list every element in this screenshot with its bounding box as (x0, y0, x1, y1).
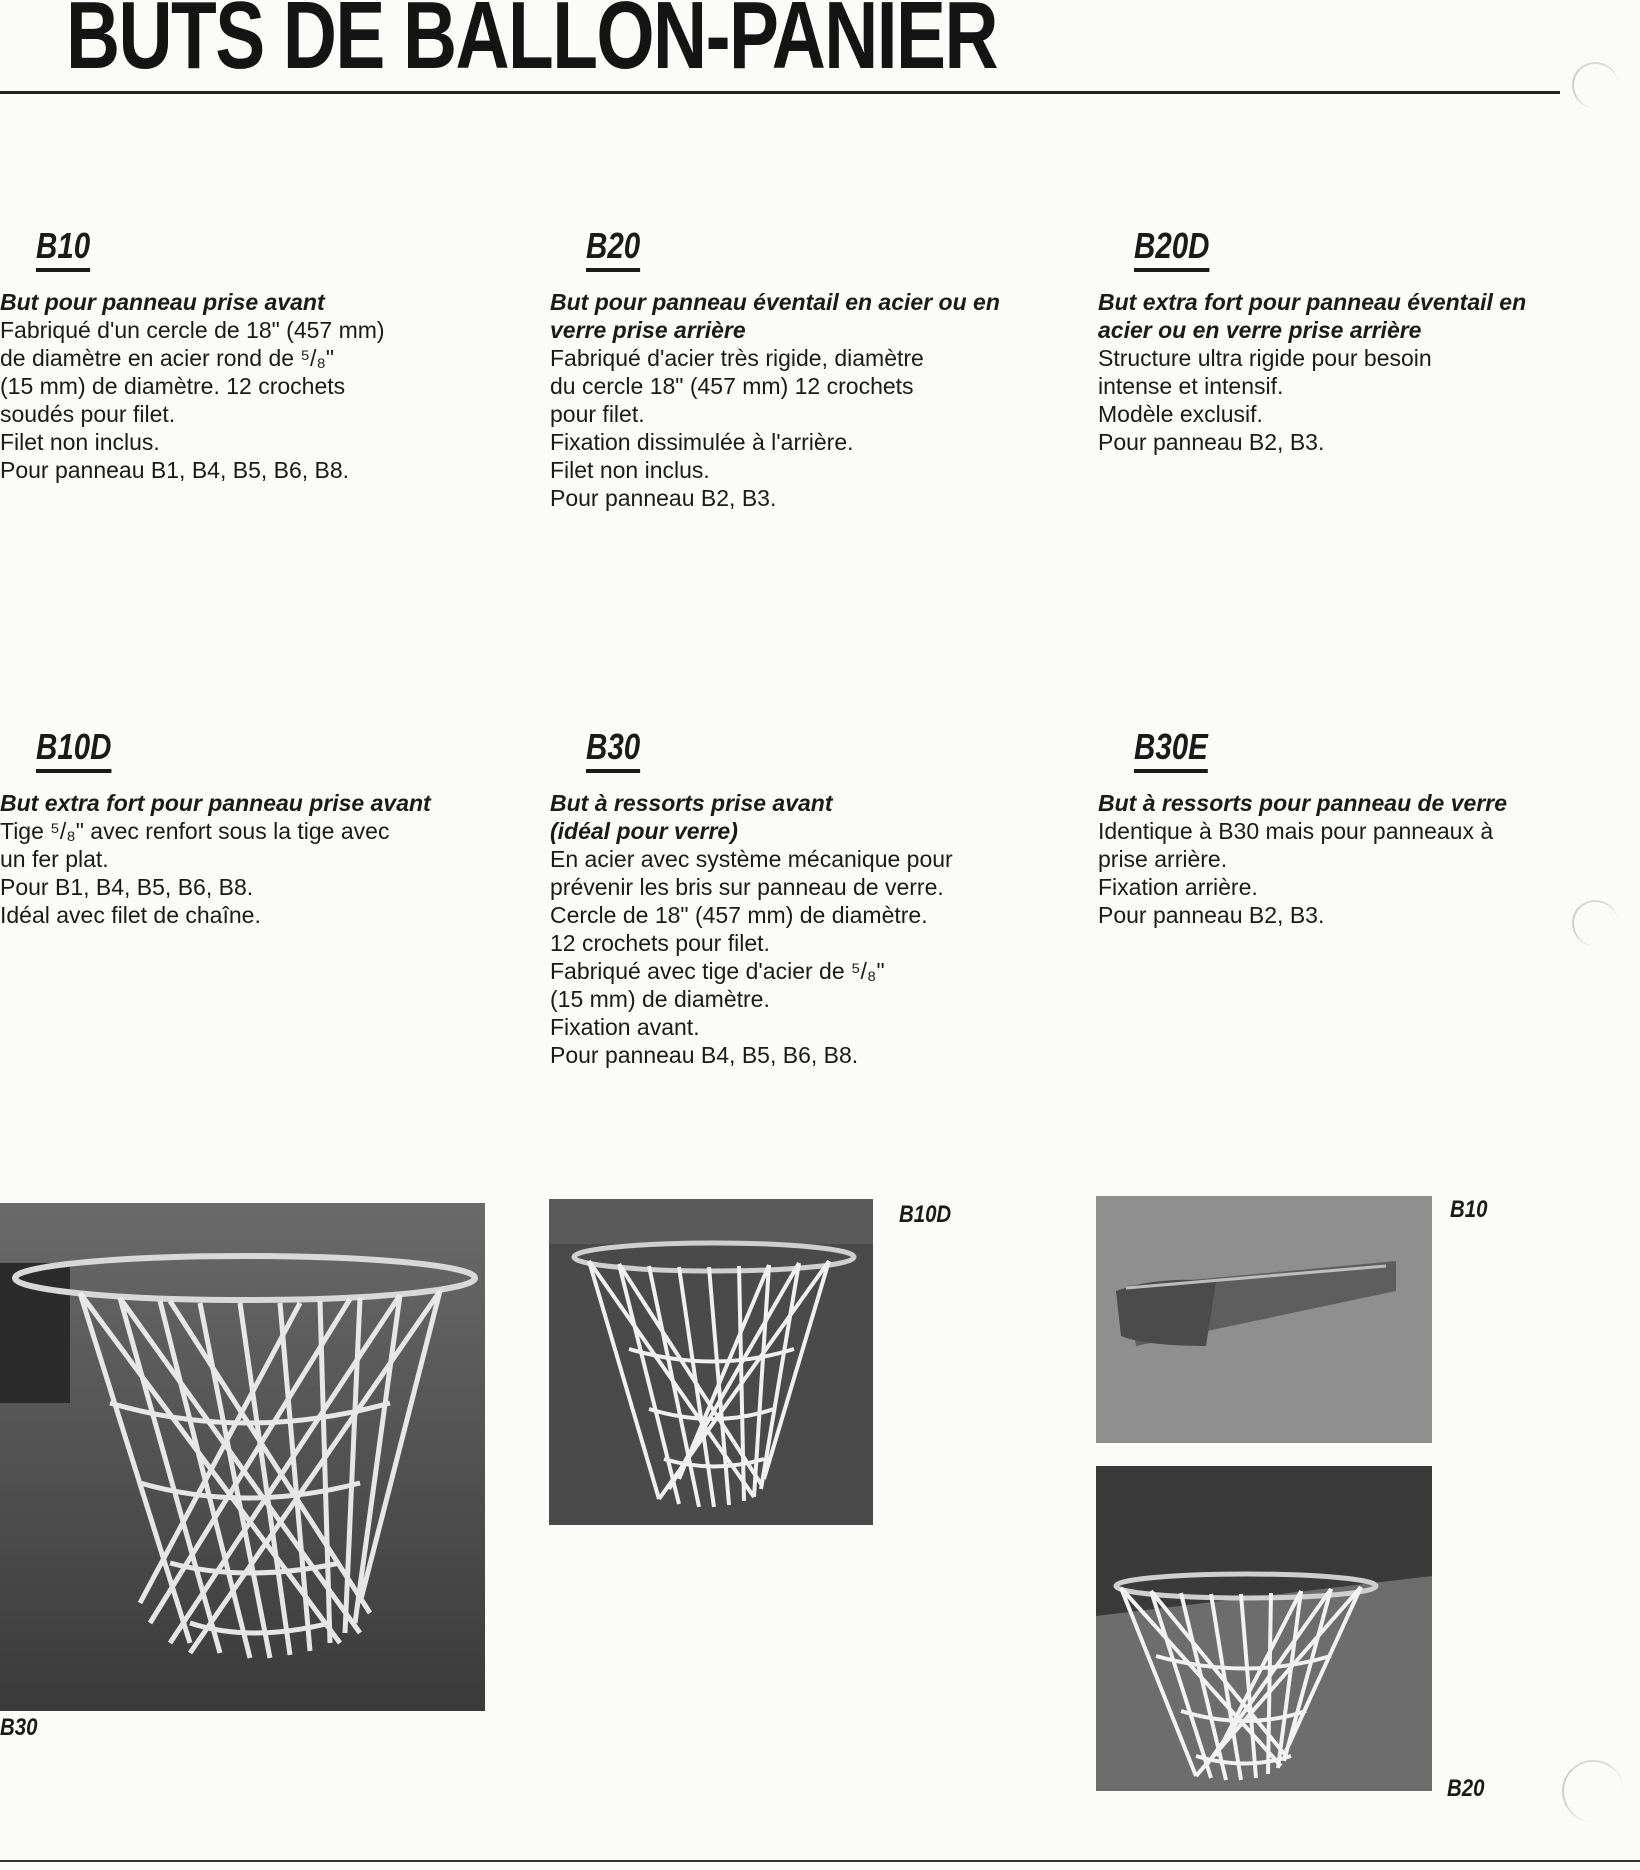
description-line: Pour panneau B1, B4, B5, B6, B8. (0, 457, 350, 483)
description-line: Pour panneau B2, B3. (550, 485, 777, 511)
description-line: Fixation arrière. (1098, 874, 1258, 900)
product-b20d (1098, 226, 1568, 456)
description-line: (15 mm) de diamètre. 12 crochets (0, 373, 346, 399)
description-line: du cercle 18" (457 mm) 12 crochets (550, 373, 914, 399)
product-b10d (0, 727, 480, 929)
description-line: prise arrière. (1098, 846, 1228, 872)
photo-caption: B20 (1447, 1775, 1485, 1802)
description-line: Pour panneau B4, B5, B6, B8. (550, 1042, 859, 1068)
product-subtitle: But à ressorts pour panneau de verre (1098, 790, 1508, 816)
description-line: prévenir les bris sur panneau de verre. (550, 874, 944, 900)
description-line: En acier avec système mécanique pour (550, 846, 953, 872)
product-code: B10 (36, 226, 90, 272)
product-subtitle: But extra fort pour panneau éventail en acier ou en verre prise arrière (1098, 289, 1527, 343)
description-line: (15 mm) de diamètre. (550, 986, 770, 1012)
product-code: B20D (1134, 226, 1209, 272)
title-divider (0, 91, 1560, 94)
product-subtitle: But pour panneau prise avant (0, 289, 325, 315)
description-line: Fabriqué d'acier très rigide, diamètre (550, 345, 924, 371)
product-code: B30 (586, 727, 640, 773)
product-description (550, 344, 1030, 512)
description-line: Pour panneau B2, B3. (1098, 429, 1325, 455)
description-line: soudés pour filet. (0, 401, 176, 427)
photo-b10-hoop (1096, 1196, 1432, 1443)
photo-b30-hoop (0, 1203, 485, 1711)
description-line: Pour B1, B4, B5, B6, B8. (0, 874, 254, 900)
product-code: B10D (36, 727, 111, 773)
product-description (1098, 817, 1568, 929)
photo-b20-hoop (1096, 1466, 1432, 1791)
bottom-divider (0, 1860, 1640, 1862)
description-line: Filet non inclus. (0, 429, 160, 455)
binder-hole (1572, 900, 1618, 946)
product-b30e (1098, 727, 1568, 929)
description-line: Fixation avant. (550, 1014, 700, 1040)
description-line: Pour panneau B2, B3. (1098, 902, 1325, 928)
description-line: Tige ⁵/₈" avec renfort sous la tige avec (0, 818, 390, 844)
product-description (0, 817, 480, 929)
product-code: B20 (586, 226, 640, 272)
product-subtitle: But à ressorts prise avant (idéal pour verre) (550, 790, 833, 844)
product-b10 (0, 226, 480, 484)
product-code: B30E (1134, 727, 1208, 773)
description-line: pour filet. (550, 401, 645, 427)
product-subtitle: But pour panneau éventail en acier ou en verre prise arrière (550, 289, 1000, 343)
page-title: BUTS DE BALLON-PANIER (66, 0, 997, 89)
photo-caption: B10D (899, 1201, 952, 1228)
description-line: un fer plat. (0, 846, 109, 872)
description-line: Identique à B30 mais pour panneaux à (1098, 818, 1494, 844)
description-line: Filet non inclus. (550, 457, 710, 483)
product-description (1098, 344, 1568, 456)
description-line: 12 crochets pour filet. (550, 930, 770, 956)
photo-caption: B30 (0, 1714, 38, 1741)
binder-hole (1562, 1760, 1624, 1822)
description-line: Fixation dissimulée à l'arrière. (550, 429, 854, 455)
product-b20 (550, 226, 1030, 512)
product-description (0, 316, 480, 484)
product-b30 (550, 727, 1030, 1069)
description-line: Idéal avec filet de chaîne. (0, 902, 261, 928)
photo-b10d-hoop (549, 1199, 873, 1525)
product-subtitle: But extra fort pour panneau prise avant (0, 790, 431, 816)
description-line: Modèle exclusif. (1098, 401, 1263, 427)
description-line: Structure ultra rigide pour besoin (1098, 345, 1432, 371)
description-line: intense et intensif. (1098, 373, 1284, 399)
description-line: Cercle de 18" (457 mm) de diamètre. (550, 902, 928, 928)
product-description (550, 845, 1030, 1069)
description-line: Fabriqué avec tige d'acier de ⁵/₈" (550, 958, 885, 984)
description-line: de diamètre en acier rond de ⁵/₈" (0, 345, 335, 371)
binder-hole (1572, 62, 1618, 108)
description-line: Fabriqué d'un cercle de 18" (457 mm) (0, 317, 385, 343)
photo-caption: B10 (1450, 1196, 1488, 1223)
